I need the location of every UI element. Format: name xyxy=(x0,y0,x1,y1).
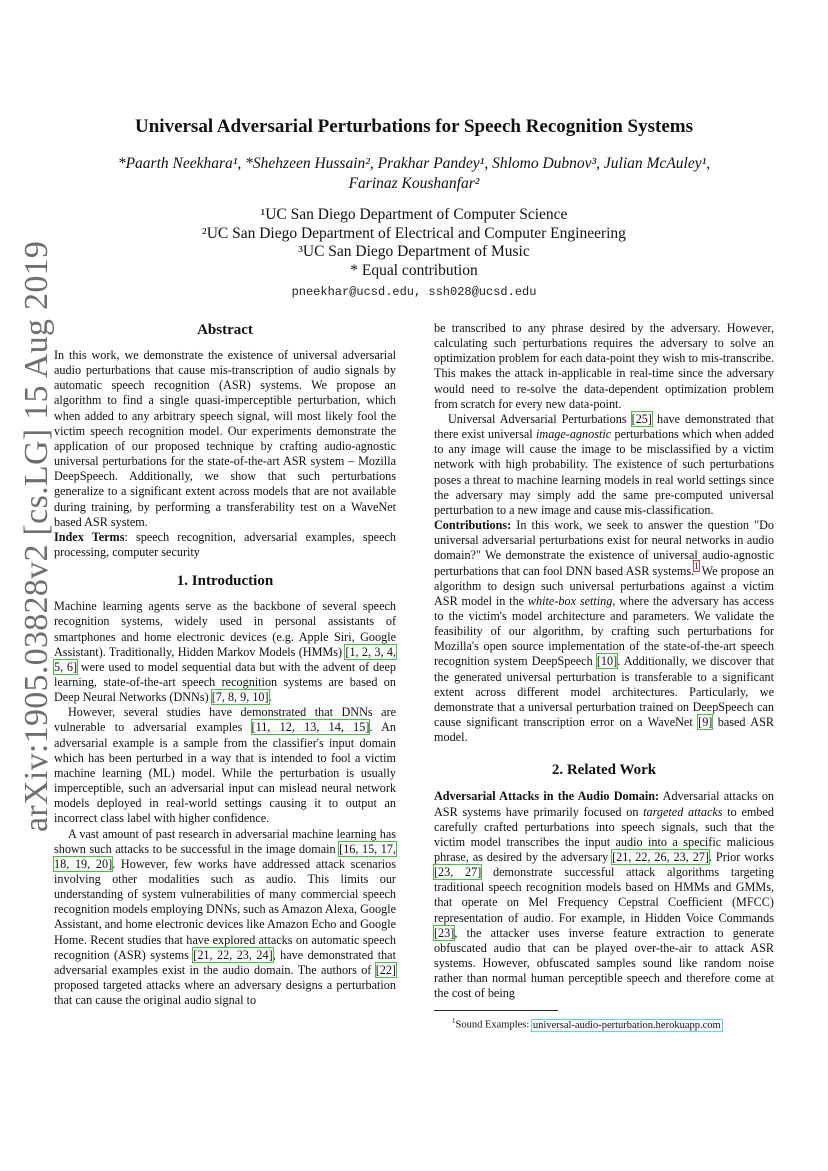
right-column xyxy=(434,321,774,1002)
left-column xyxy=(54,321,396,1008)
citation-link[interactable]: [9] xyxy=(698,715,713,730)
footnote-label: Sound Examples: xyxy=(455,1019,532,1031)
footnote-url-link[interactable]: universal-audio-perturbation.herokuapp.com xyxy=(532,1019,721,1031)
index-terms-list: : speech recognition, adversarial examples, speech processing, computer security xyxy=(54,529,396,560)
related-text-b: to embed carefully crafted perturbations into speech signals, such that the victim model transcribes the input audio into a specific malicious phrase, as desired by the adversary xyxy=(434,804,774,864)
author-line-1: *Paarth Neekhara¹, *Shehzeen Hussain², Prakhar Pandey¹, Shlomo Dubnov³, Julian McAuley¹, xyxy=(117,155,711,172)
intro-p1-text-b: were used to model sequential data but with the advent of deep learning, state-of-the-art speech recognition systems are based on Deep Neural Networks (DNNs) xyxy=(54,659,397,705)
footnote-number: 1 xyxy=(452,1017,456,1025)
index-terms-label: Index Terms xyxy=(54,529,125,544)
footnote xyxy=(452,1017,722,1031)
contributions-text-c: , where the adversary has access to the victim's model architecture and parameters. We validate the feasibility of our algorithm, by crafting such perturbations for Mozilla's open source implementation of the state-of-the-art speech recognition system DeepSpeech xyxy=(434,593,774,669)
related-text-a: Adversarial attacks on ASR systems have primarily focused on xyxy=(434,789,775,819)
citation-link[interactable]: [7, 8, 9, 10] xyxy=(211,690,269,705)
related-work-paragraph xyxy=(434,789,774,1001)
contributions-text-a: In this work, we seek to answer the question "Do universal adversarial perturbations exist for neural networks in audio domain?" We demonstrate the existence of universal audio-agnostic perturbations that can fool DNN based ASR systems. xyxy=(434,518,774,578)
related-text-d: demonstrate successful attack algorithms targeting traditional speech recognition models based on HMMs and GMMs, that operate on Mel Frequency Cepstral Coefficient (MFCC) representation of audio. For example, in Hidden Voice Commands xyxy=(434,865,774,925)
citation-link[interactable]: [10] xyxy=(596,654,618,669)
intro-p2-text-b: . An adversarial example is a sample from the classifier's input domain which has been perturbed in a way that is intended to fool a victim machine learning (ML) model. While the perturbation is usually imperceptible, such an adversarial input can mislead neural network models deployed in real-world settings causing it to output an incorrect class label with higher confidence. xyxy=(54,720,396,826)
contributions-text-e: based ASR model. xyxy=(434,715,774,745)
citation-link[interactable]: [11, 12, 13, 14, 15] xyxy=(251,720,370,735)
equal-contribution-note: * Equal contribution xyxy=(350,261,478,279)
citation-link[interactable]: [21, 22, 26, 23, 27] xyxy=(612,850,709,864)
citation-link[interactable]: [1, 2, 3, 4, 5, 6] xyxy=(54,644,397,674)
contributions-text-b: We propose an algorithm to design such universal perturbations against a victim ASR model in the xyxy=(434,563,774,608)
contributions-paragraph xyxy=(434,518,774,745)
author-list xyxy=(80,154,748,194)
footnote-marker[interactable]: 1 xyxy=(694,561,699,572)
emphasis-white-box: white-box setting xyxy=(527,593,613,608)
index-terms xyxy=(54,530,396,560)
intro-p5-text-c: perturbations which when added to any image will cause the image to be misclassified by a victim network with high probability. The existence of such perturbations poses a threat to machine learning models in real world settings since the adversary may simply add the same pre-computed universal perturbation to a new image and cause mis-classification. xyxy=(434,427,774,517)
intro-p3-text-d: proposed targeted attacks where an adversary designs a perturbation that can cause the original audio signal to xyxy=(54,978,396,1008)
arxiv-stamp[interactable]: arXiv:1905.03828v2 [cs.LG] 15 Aug 2019 xyxy=(18,240,55,832)
contact-emails: pneekhar@ucsd.edu, ssh028@ucsd.edu xyxy=(291,285,537,299)
citation-link[interactable]: [23] xyxy=(434,925,455,940)
affiliation-cs: ¹UC San Diego Department of Computer Science xyxy=(260,206,568,223)
author-line-2: Farinaz Koushanfar² xyxy=(348,175,480,192)
contributions-label: Contributions: xyxy=(434,518,512,533)
intro-p3-text-c: , have demonstrated that adversarial examples exist in the audio domain. The authors of xyxy=(54,947,396,977)
intro-paragraph-5 xyxy=(434,412,774,518)
affiliation-music: ³UC San Diego Department of Music xyxy=(298,243,530,260)
intro-paragraph-3 xyxy=(54,827,396,1009)
intro-paragraph-4: be transcribed to any phrase desired by the adversary. However, calculating such perturbations requires the adversary to solve an optimization problem for each data-point they wish to mis-transcribe. This makes the attack in-applicable in real-time since the adversary would need to re-solve the data-dependent optimization problem from scratch for every new data-point. xyxy=(434,321,774,411)
introduction-heading: 1. Introduction xyxy=(176,573,274,590)
citation-link[interactable]: [16, 15, 17, 18, 19, 20] xyxy=(54,841,396,871)
intro-p1-end: . xyxy=(268,690,272,705)
paper-title: Universal Adversarial Perturbations for Speech Recognition Systems xyxy=(135,116,693,137)
citation-link[interactable]: [23, 27] xyxy=(434,865,482,880)
affiliations xyxy=(0,206,828,280)
intro-paragraph-1 xyxy=(54,599,396,705)
emphasis-image-agnostic: image-agnostic xyxy=(536,427,612,442)
citation-link[interactable]: [22] xyxy=(375,962,396,977)
intro-p5-text-a: Universal Adversarial Perturbations xyxy=(448,411,632,426)
audio-attacks-label: Adversarial Attacks in the Audio Domain: xyxy=(434,789,660,804)
abstract-heading: Abstract xyxy=(197,322,253,338)
intro-p3-text-b: . However, few works have addressed attack scenarios involving other modalities such as audio. This limits our understanding of system vulnerabilities of many commercial speech recognition models employing DNNs, such as Amazon Alexa, Google Assistant, and home electronic devices like Amazon Echo and Google Home. Recent studies that have explored attacks on automatic speech recognition (ASR) systems xyxy=(54,856,396,962)
footnote-divider xyxy=(434,1010,558,1011)
intro-p1-text-a: Machine learning agents serve as the backbone of several speech recognition systems, widely used in personal assistants of smartphones and home electronic devices (e.g. Apple Siri, Google Assistant). Traditionally, Hidden Markov Models (HMMs) xyxy=(54,599,396,659)
intro-p3-text-a: A vast amount of past research in adversarial machine learning has shown such attacks to be successful in the image domain xyxy=(54,826,396,856)
citation-link[interactable]: [21, 22, 23, 24] xyxy=(193,947,273,962)
intro-p2-text-a: However, several studies have demonstrated that DNNs are vulnerable to adversarial examples xyxy=(54,705,396,735)
affiliation-ece: ²UC San Diego Department of Electrical and Computer Engineering xyxy=(202,224,626,242)
intro-paragraph-2 xyxy=(54,705,396,826)
related-work-heading: 2. Related Work xyxy=(551,762,657,779)
related-text-e: , the attacker uses inverse feature extraction to generate obfuscated audio that can be played over-the-air to attack ASR systems. However, obfuscated samples sound like random noise rather than normal human perceptible speech and therefore come at the cost of being xyxy=(434,925,774,1001)
emphasis-targeted-attacks: targeted attacks xyxy=(643,804,723,819)
citation-link[interactable]: [25] xyxy=(631,411,652,426)
intro-p5-text-b: have demonstrated that there exist universal xyxy=(434,411,774,442)
contributions-text-d: . Additionally, we discover that the generated universal perturbation is transferable to a significant extent across different model architectures. Particularly, we demonstrate that a universal perturbation trained on DeepSpeech can cause significant transcription error on a WaveNet xyxy=(434,654,774,730)
related-text-c: . Prior works xyxy=(708,850,774,864)
abstract-text: In this work, we demonstrate the existence of universal adversarial audio perturbations that cause mis-transcription of audio signals by automatic speech recognition (ASR) systems. We propose an algorithm to find a single quasi-imperceptible perturbation, which when added to any arbitrary speech signal, will most likely fool the victim speech recognition model. Our experiments demonstrate the application of our proposed technique by crafting audio-agnostic universal perturbations for the state-of-the-art ASR system – Mozilla DeepSpeech. Additionally, we show that such perturbations generalize to a significant extent across models that are not available during training, by performing a transferability test on a WaveNet based ASR system. xyxy=(54,348,396,529)
